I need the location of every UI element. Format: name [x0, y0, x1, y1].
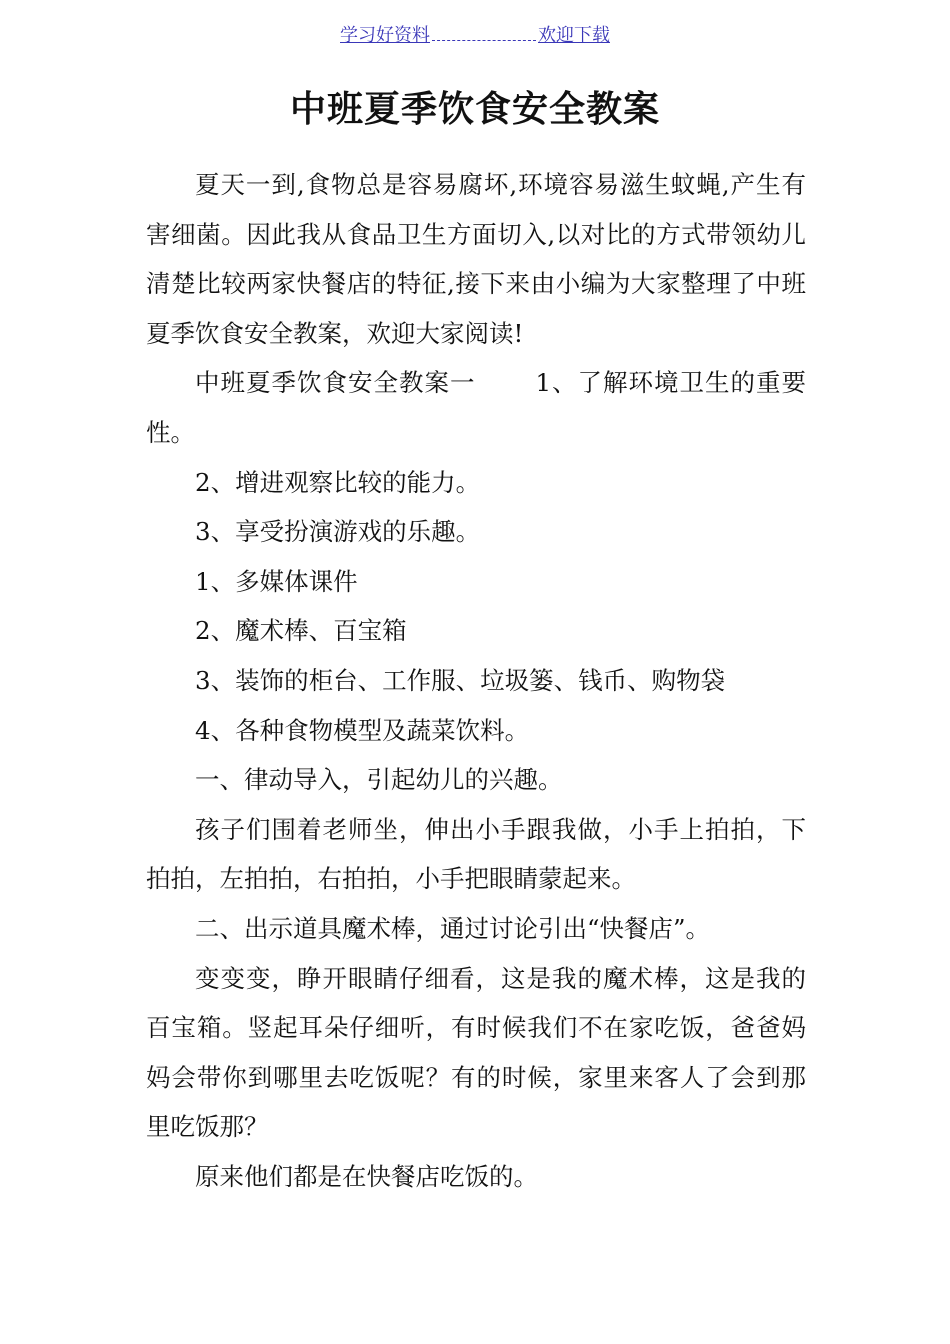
step-2-paragraph: 变变变，睁开眼睛仔细看，这是我的魔术棒，这是我的百宝箱。竖起耳朵仔细听，有时候我们不在家吃饭，爸爸妈妈会带你到哪里去吃饭呢？有的时候，家里来客人了会到那里吃饭那？ [146, 963, 806, 1142]
material-2-paragraph: 2、魔术棒、百宝箱 [195, 616, 407, 646]
goal-2-paragraph: 2、增进观察比较的能力。 [195, 467, 481, 497]
intro-paragraph: 夏天一到,食物总是容易腐坏,环境容易滋生蚊蝇,产生有害细菌。因此我从食品卫生方面切入,以对比的方式带领幼儿清楚比较两家快餐店的特征,接下来由小编为大家整理了中班夏季饮食安全教案，欢迎大家阅读! [146, 170, 806, 348]
document-title: 中班夏季饮食安全教案 [289, 88, 660, 130]
header-left-text: 学习好资料 [340, 25, 430, 46]
material-4-paragraph: 4、各种食物模型及蔬菜饮料。 [195, 715, 530, 745]
material-3-paragraph: 3、装饰的柜台、工作服、垃圾篓、钱币、购物袋 [195, 665, 726, 695]
material-1-paragraph: 1、多媒体课件 [195, 566, 358, 596]
step-2-heading: 二、出示道具魔术棒，通过讨论引出“快餐店”。 [195, 913, 711, 943]
goal-3-paragraph: 3、享受扮演游戏的乐趣。 [195, 517, 481, 547]
section-one-heading: 中班夏季饮食安全教案一 [195, 368, 476, 398]
goal-1-text: 1、了解环境卫生的重要性。 [146, 368, 806, 447]
step-1-heading: 一、律动导入，引起幼儿的兴趣。 [195, 765, 563, 795]
header-separator [432, 22, 536, 41]
page-header [0, 22, 950, 50]
header-right-text: 欢迎下载 [538, 25, 610, 46]
section-one-paragraph [146, 358, 806, 457]
closing-paragraph: 原来他们都是在快餐店吃饭的。 [195, 1161, 538, 1191]
document-body [146, 160, 806, 1201]
step-1-paragraph: 孩子们围着老师坐，伸出小手跟我做，小手上拍拍，下拍拍，左拍拍，右拍拍，小手把眼睛蒙起来。 [146, 814, 806, 894]
